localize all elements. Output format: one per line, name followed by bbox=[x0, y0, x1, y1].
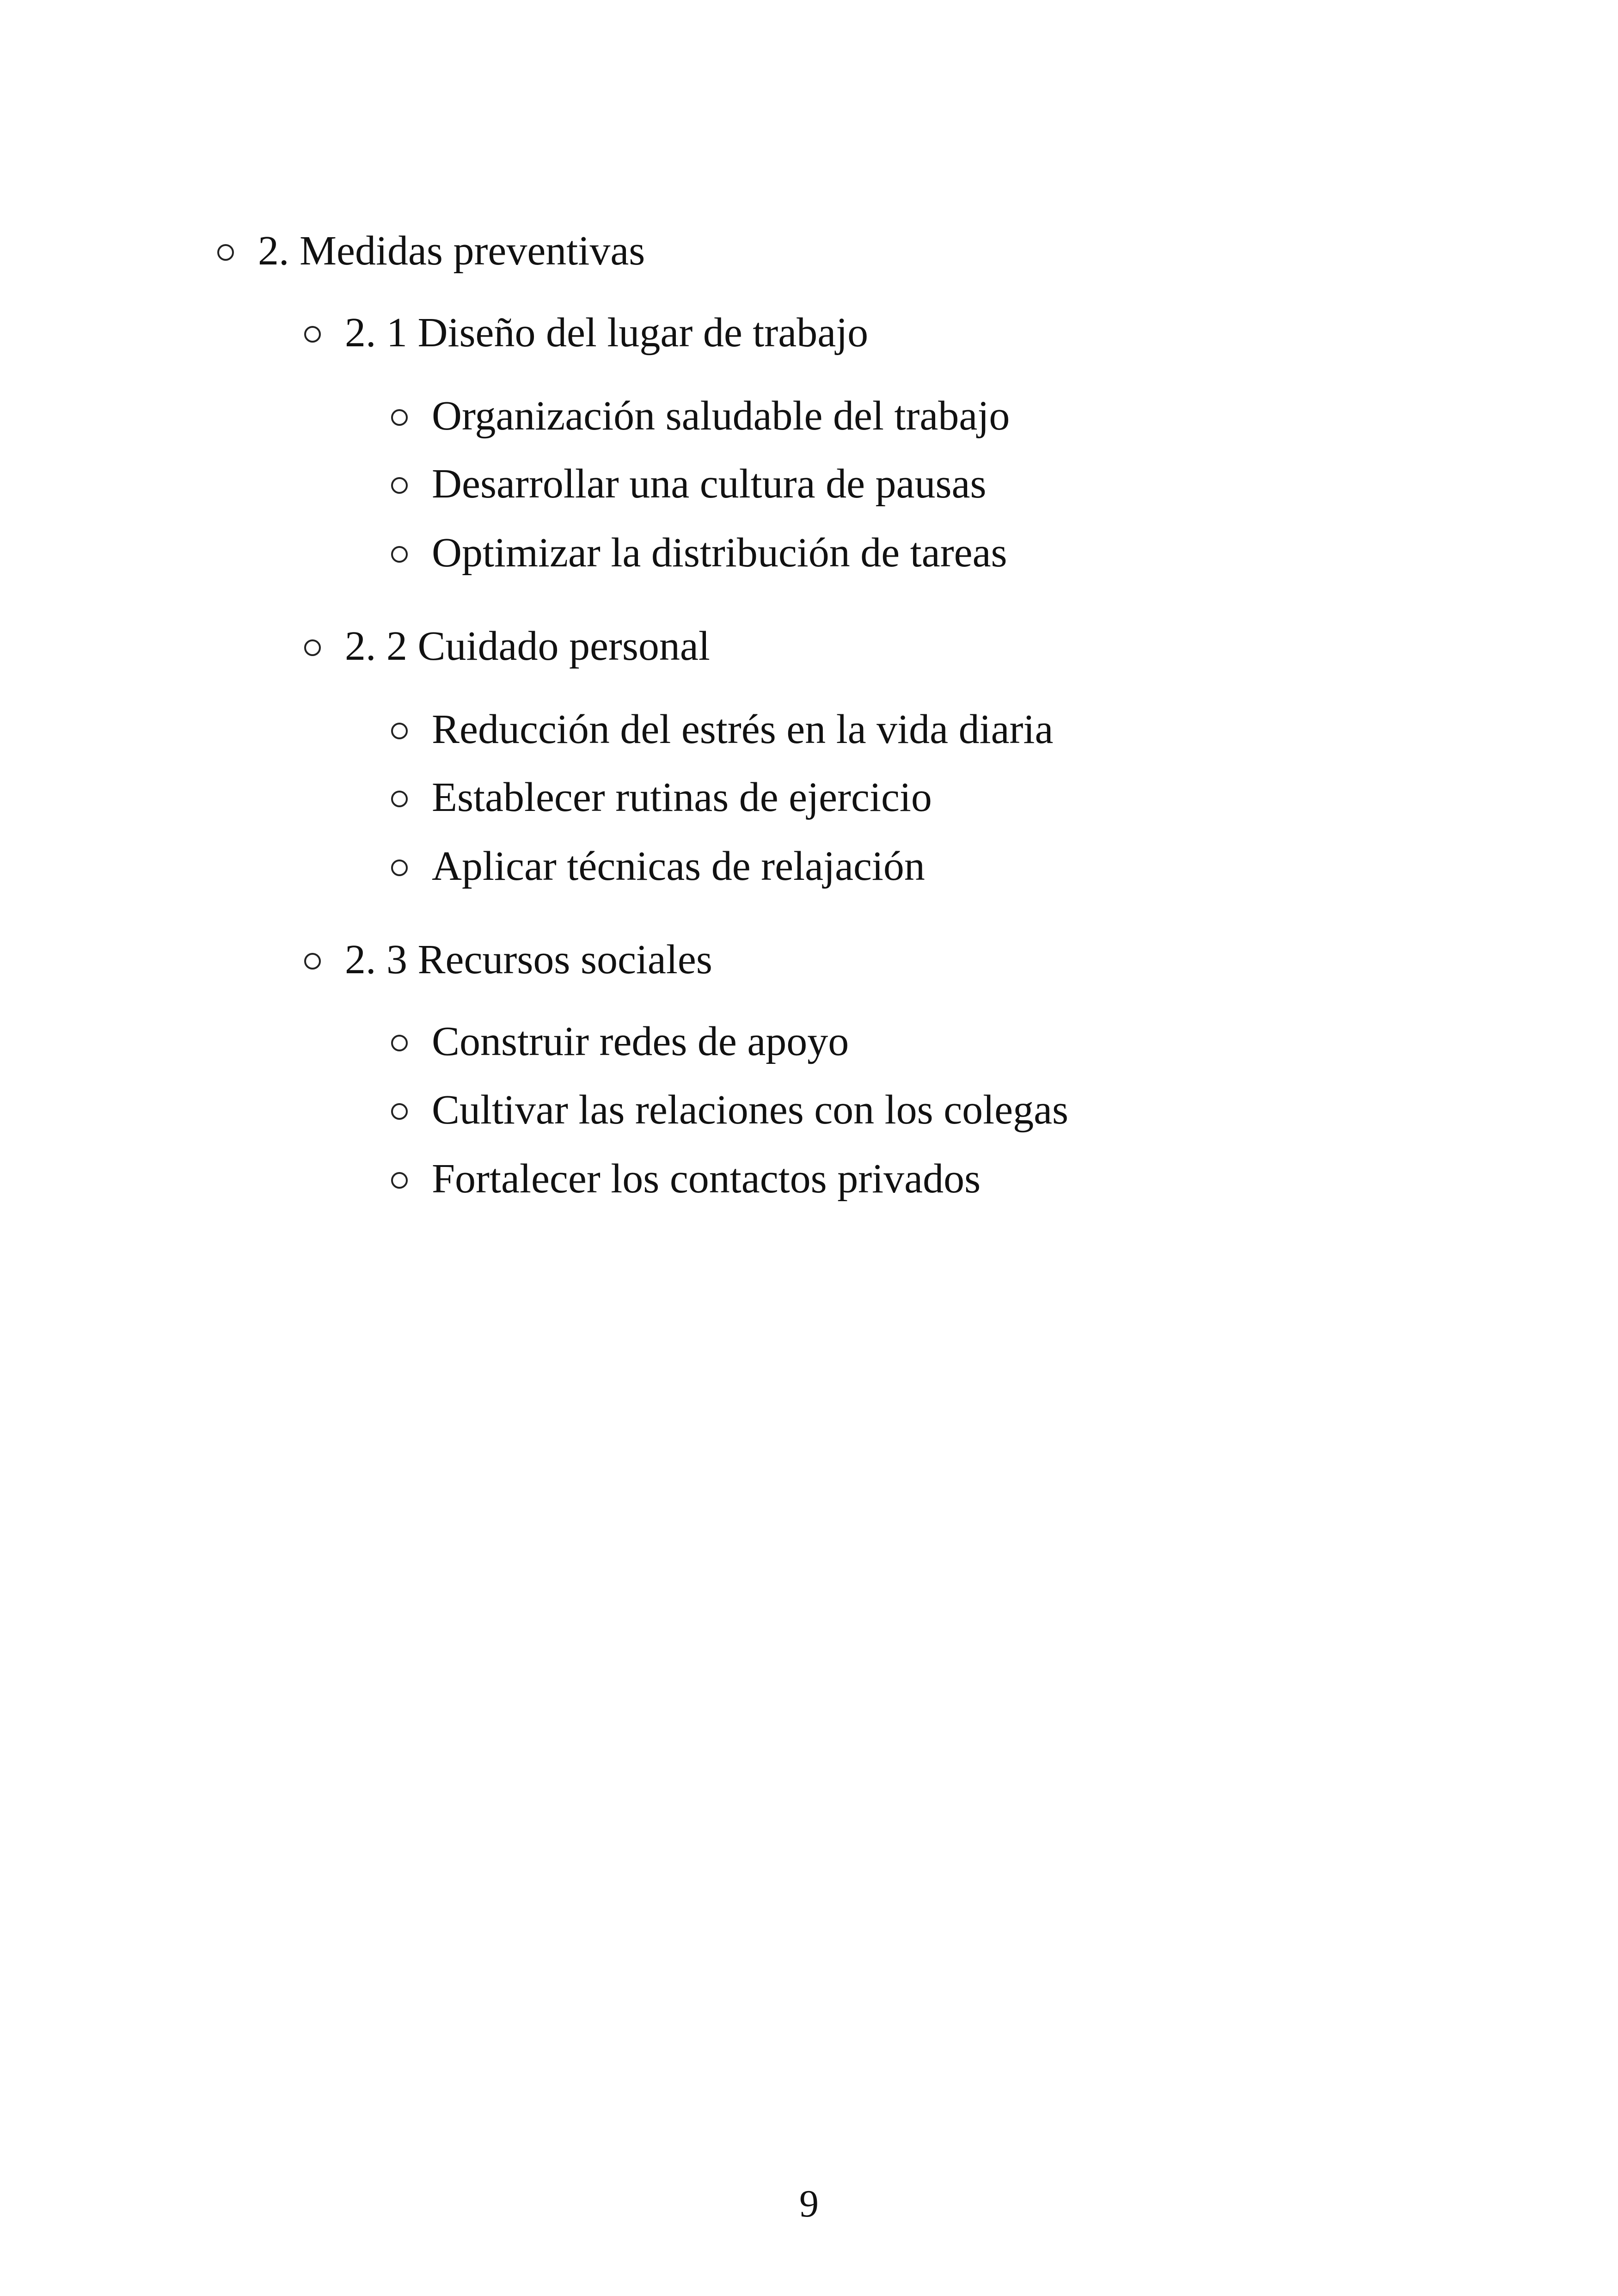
list-item bbox=[391, 706, 1054, 752]
list-item-text: Establecer rutinas de ejercicio bbox=[432, 774, 932, 820]
hollow-bullet-icon bbox=[391, 791, 408, 807]
list-item bbox=[391, 532, 1007, 574]
page-number: 9 bbox=[799, 2182, 819, 2225]
list-item bbox=[391, 1158, 981, 1200]
list-item bbox=[391, 1089, 1068, 1131]
hollow-bullet-icon bbox=[391, 1172, 408, 1189]
hollow-bullet-icon bbox=[391, 1035, 408, 1051]
section-title-text: 2. 3 Recursos sociales bbox=[345, 937, 712, 982]
section-title-text: 2. 2 Cuidado personal bbox=[345, 623, 710, 669]
list-item bbox=[391, 463, 987, 505]
list-item-text: Optimizar la distribución de tareas bbox=[432, 530, 1007, 576]
outline-heading-text: 2. Medidas preventivas bbox=[258, 228, 645, 274]
hollow-bullet-icon bbox=[391, 859, 408, 876]
list-item bbox=[391, 843, 925, 889]
list-item-text: Desarrollar una cultura de pausas bbox=[432, 461, 987, 507]
hollow-bullet-icon bbox=[304, 639, 321, 656]
section-title bbox=[304, 939, 712, 981]
section-title bbox=[304, 312, 868, 354]
section-title bbox=[304, 623, 710, 669]
list-item bbox=[391, 395, 1010, 437]
hollow-bullet-icon bbox=[391, 723, 408, 739]
list-item-text: Construir redes de apoyo bbox=[432, 1019, 849, 1064]
list-item-text: Aplicar técnicas de relajación bbox=[432, 843, 925, 889]
hollow-bullet-icon bbox=[391, 409, 408, 426]
list-item-text: Reducción del estrés en la vida diaria bbox=[432, 706, 1054, 752]
hollow-bullet-icon bbox=[217, 244, 234, 261]
outline-heading bbox=[217, 230, 645, 272]
list-item bbox=[391, 1021, 849, 1062]
hollow-bullet-icon bbox=[304, 326, 321, 343]
list-item-text: Cultivar las relaciones con los colegas bbox=[432, 1087, 1069, 1133]
hollow-bullet-icon bbox=[391, 477, 408, 494]
list-item-text: Organización saludable del trabajo bbox=[432, 393, 1010, 439]
list-item-text: Fortalecer los contactos privados bbox=[432, 1156, 981, 1202]
hollow-bullet-icon bbox=[304, 953, 321, 970]
hollow-bullet-icon bbox=[391, 546, 408, 563]
section-title-text: 2. 1 Diseño del lugar de trabajo bbox=[345, 310, 869, 356]
hollow-bullet-icon bbox=[391, 1103, 408, 1120]
list-item bbox=[391, 774, 932, 820]
